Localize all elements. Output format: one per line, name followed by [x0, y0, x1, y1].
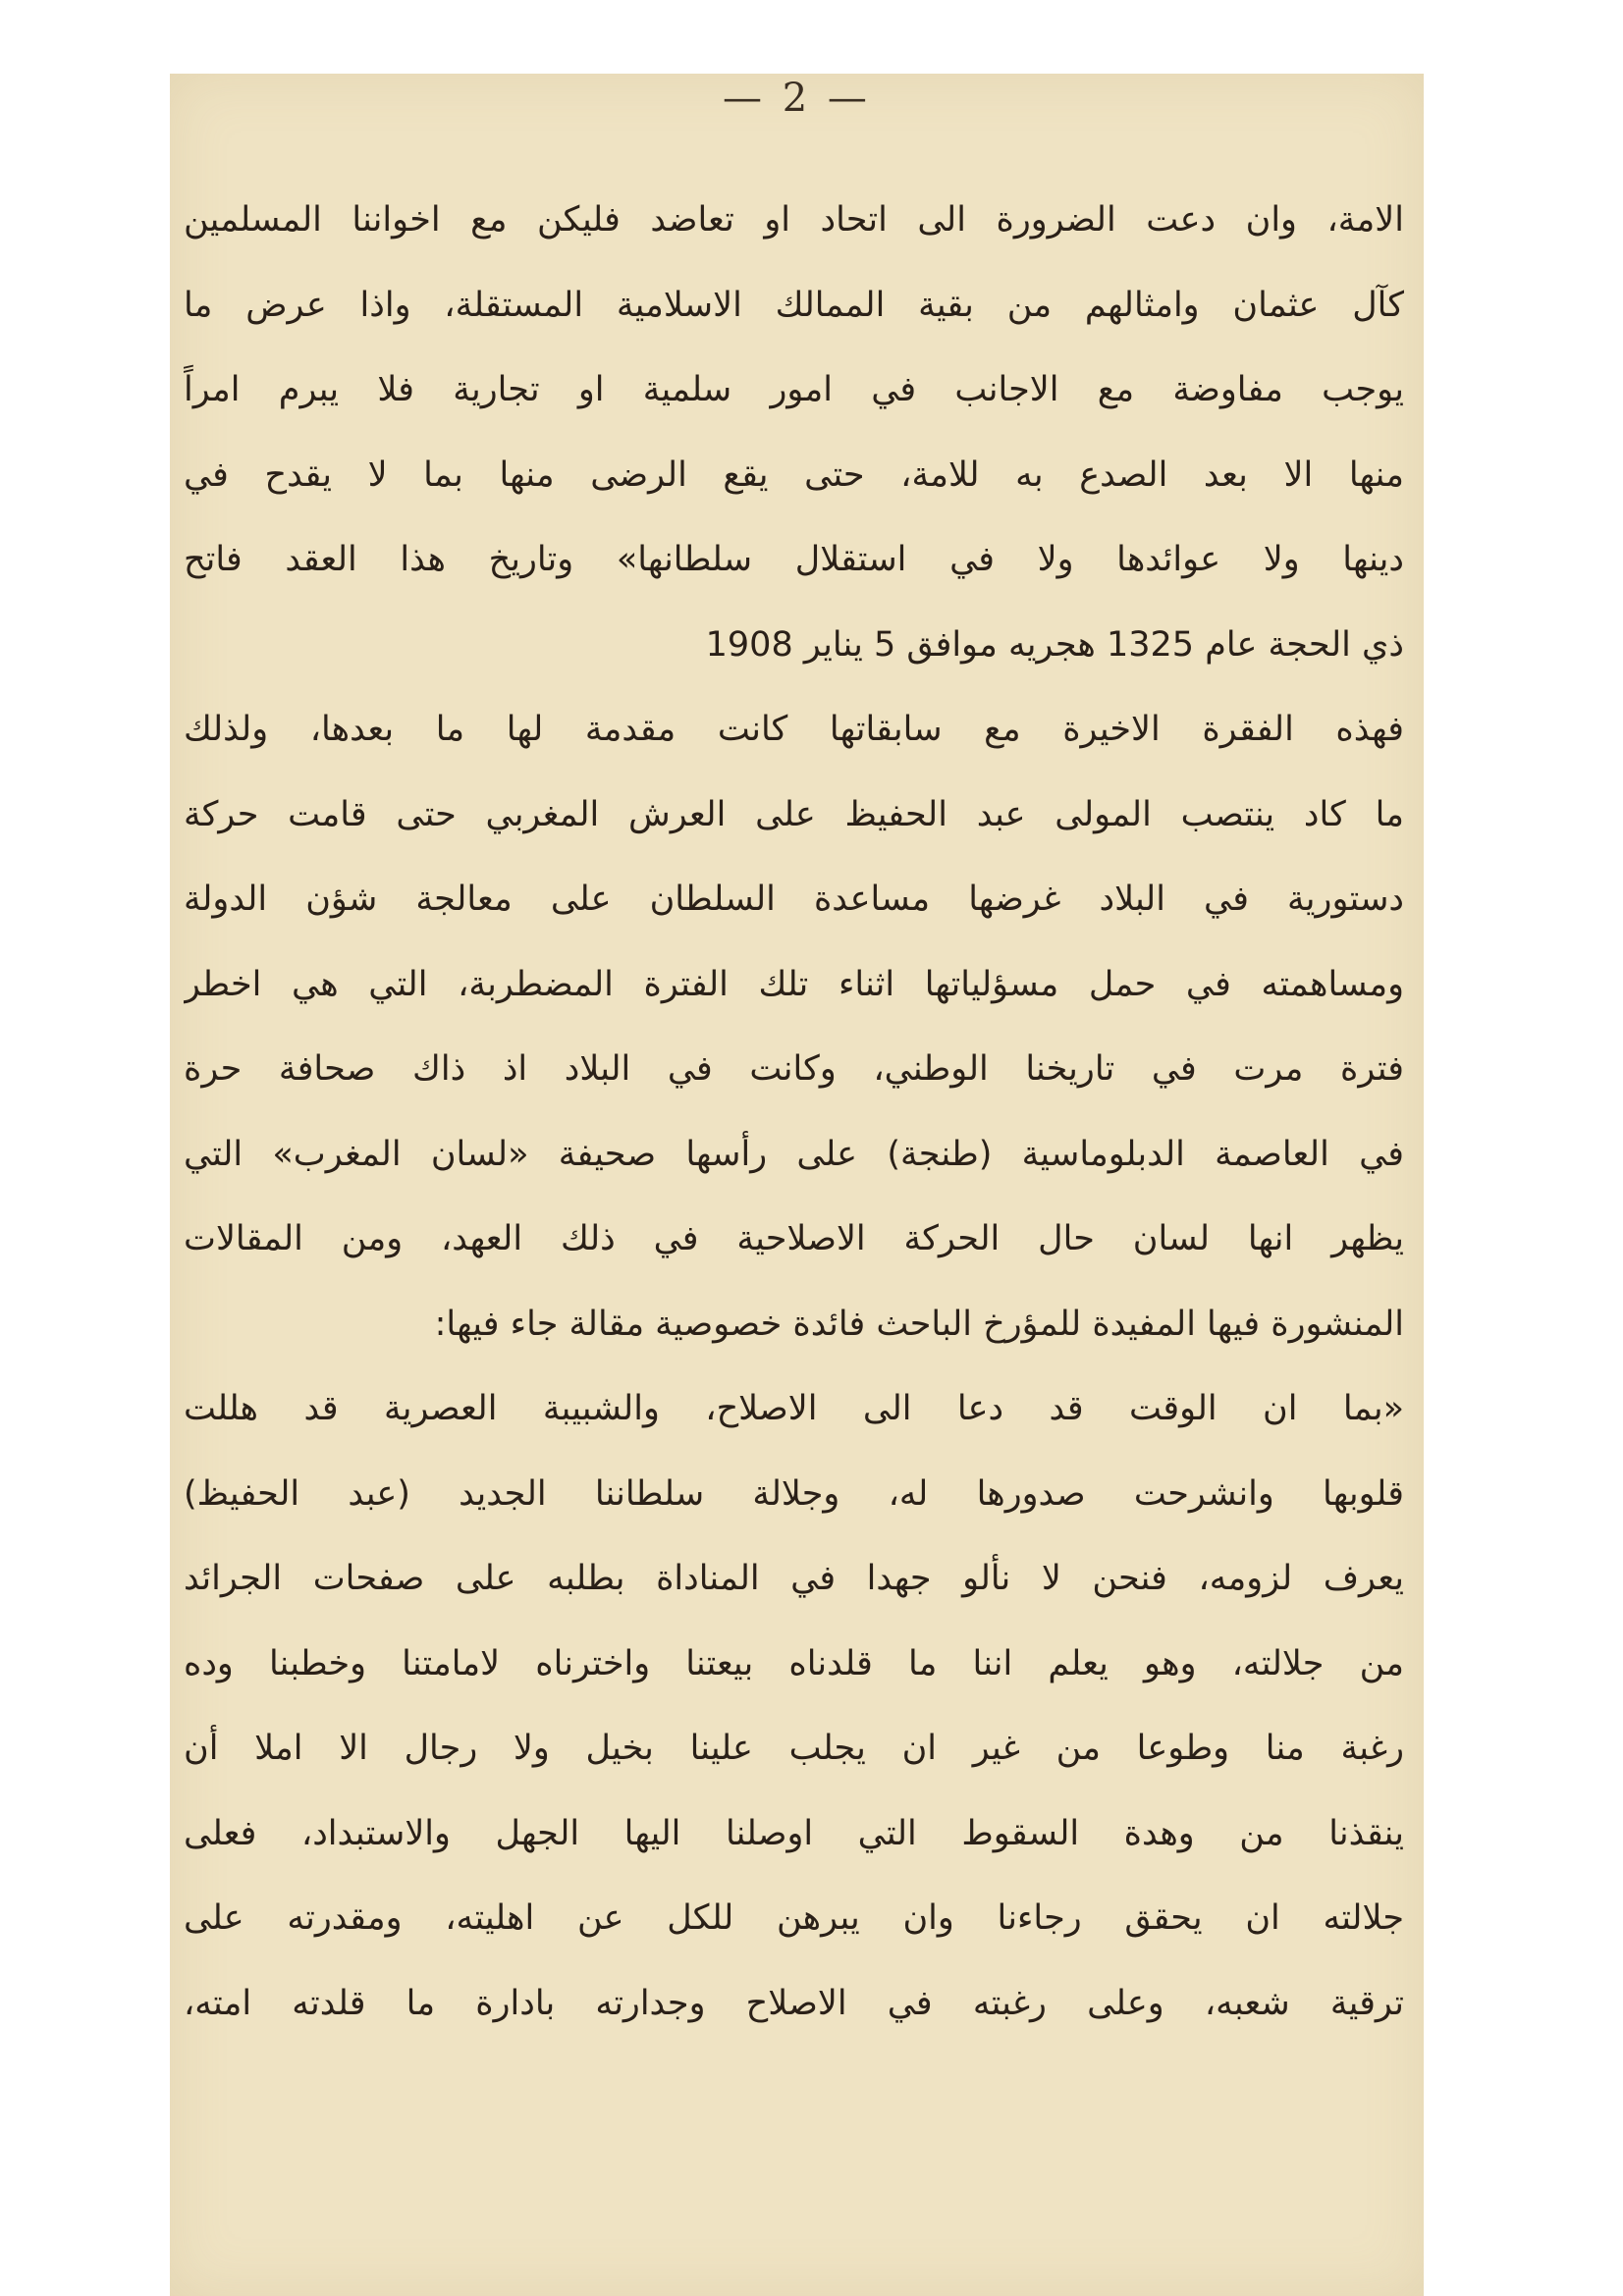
text-line: ومساهمته في حمل مسؤلياتها اثناء تلك الفترة المضطربة، التي هي اخطر [184, 964, 1404, 1004]
text-line: ينقذنا من وهدة السقوط التي اوصلنا اليها الجهل والاستبداد، فعلى [184, 1813, 1404, 1853]
text-line: كآل عثمان وامثالهم من بقية الممالك الاسلامية المستقلة، واذا عرض ما [184, 285, 1404, 325]
scanned-page [170, 74, 1424, 2296]
text-line: دينها ولا عوائدها ولا في استقلال سلطانها» وتاريخ هذا العقد فاتح [184, 540, 1404, 579]
text-line: يظهر انها لسان حال الحركة الاصلاحية في ذلك العهد، ومن المقالات [184, 1219, 1404, 1258]
text-line: «بما ان الوقت قد دعا الى الاصلاح، والشبيبة العصرية قد هللت [184, 1389, 1404, 1428]
text-line: المنشورة فيها المفيدة للمؤرخ الباحث فائدة خصوصية مقالة جاء فيها: [434, 1304, 1404, 1344]
text-line: ترقية شعبه، وعلى رغبته في الاصلاح وجدارته بادارة ما قلدته امته، [184, 1983, 1404, 2023]
text-line: يعرف لزومه، فنحن لا نألو جهدا في المناداة بطلبه على صفحات الجرائد [184, 1559, 1404, 1598]
text-line: في العاصمة الدبلوماسية (طنجة) على رأسها صحيفة «لسان المغرب» التي [184, 1134, 1404, 1174]
text-line: دستورية في البلاد غرضها مساعدة السلطان على معالجة شؤن الدولة [184, 880, 1404, 919]
text-line: رغبة منا وطوعا من غير ان يجلب علينا بخيل ولا رجال الا املا أن [184, 1729, 1404, 1768]
body-text [184, 178, 1404, 2046]
text-line: فترة مرت في تاريخنا الوطني، وكانت في البلاد اذ ذاك صحافة حرة [184, 1049, 1404, 1089]
text-line: فهذه الفقرة الاخيرة مع سابقاتها كانت مقدمة لها ما بعدها، ولذلك [184, 710, 1404, 749]
text-line: يوجب مفاوضة مع الاجانب في امور سلمية او تجارية فلا يبرم امراً [184, 370, 1404, 409]
page-number: — 2 — [723, 76, 871, 121]
text-line: ما كاد ينتصب المولى عبد الحفيظ على العرش المغربي حتى قامت حركة [184, 794, 1404, 834]
text-line: من جلالته، وهو يعلم اننا ما قلدناه بيعتنا واخترناه لامامتنا وخطبنا وده [184, 1643, 1404, 1683]
text-line: الامة، وان دعت الضرورة الى اتحاد او تعاضد فليكن مع اخواننا المسلمين [184, 200, 1404, 240]
text-line: منها الا بعد الصدع به للامة، حتى يقع الرضى منها بما لا يقدح في [184, 454, 1404, 495]
text-line: ذي الحجة عام 1325 هجريه موافق 5 يناير 1908 [705, 624, 1404, 665]
text-line: جلالته ان يحقق رجاءنا وان يبرهن للكل عن اهليته، ومقدرته على [184, 1898, 1404, 1938]
text-line: قلوبها وانشرحت صدورها له، وجلالة سلطاننا الجديد (عبد الحفيظ) [184, 1473, 1404, 1514]
